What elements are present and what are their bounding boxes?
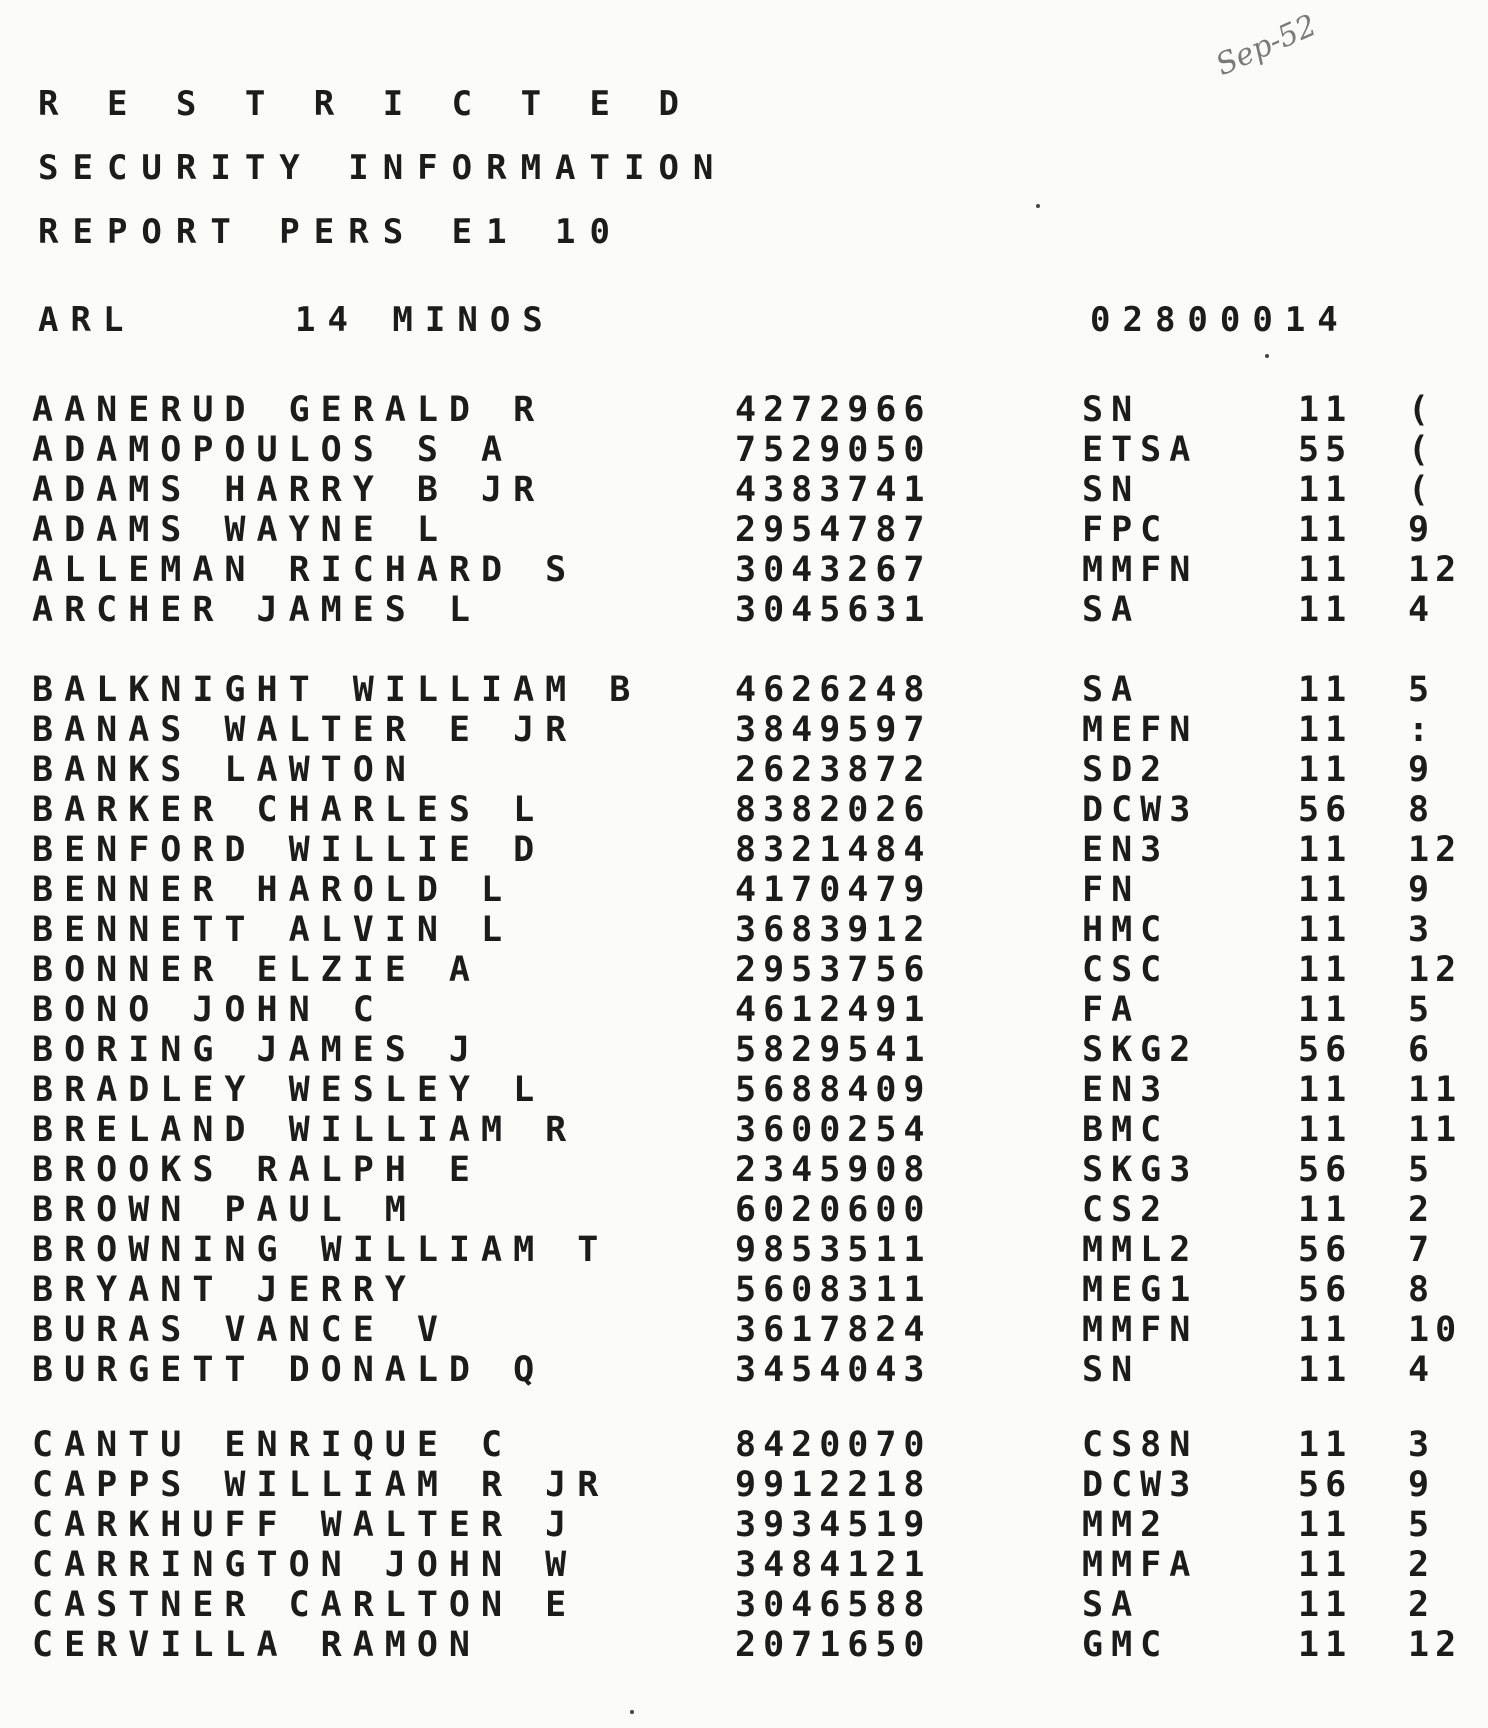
- roster-row: [0, 1625, 1488, 1665]
- unit-number: 02800014: [1090, 300, 1350, 340]
- roster-row: [0, 1425, 1488, 1465]
- rate-code: MMFN: [1082, 550, 1199, 590]
- roster-row: [0, 750, 1488, 790]
- service-number: 2345908: [735, 1150, 932, 1190]
- roster-row: [0, 1110, 1488, 1150]
- classification-heading: R E S T R I C T E D: [38, 84, 693, 124]
- truncated-column: 4: [1408, 1350, 1436, 1390]
- roster-name: BANAS WALTER E JR: [32, 710, 578, 750]
- truncated-column: 5: [1408, 1150, 1436, 1190]
- roster-name: ADAMS HARRY B JR: [32, 470, 546, 510]
- roster-row: [0, 1030, 1488, 1070]
- roster-row: [0, 670, 1488, 710]
- truncated-column: 9: [1408, 870, 1436, 910]
- truncated-column: 12: [1408, 1625, 1463, 1665]
- roster-name: BONNER ELZIE A: [32, 950, 482, 990]
- rate-code: HMC: [1082, 910, 1170, 950]
- service-number: 3617824: [735, 1310, 932, 1350]
- rate-code: MEFN: [1082, 710, 1199, 750]
- roster-name: BURAS VANCE V: [32, 1310, 449, 1350]
- status-code: 11: [1298, 910, 1353, 950]
- status-code: 55: [1298, 430, 1353, 470]
- service-number: 3046588: [735, 1585, 932, 1625]
- service-number: 2953756: [735, 950, 932, 990]
- status-code: 11: [1298, 870, 1353, 910]
- roster-row: [0, 1350, 1488, 1390]
- roster-row: [0, 1230, 1488, 1270]
- rate-code: SN: [1082, 470, 1141, 510]
- rate-code: SA: [1082, 670, 1141, 710]
- roster-name: CASTNER CARLTON E: [32, 1585, 578, 1625]
- roster-name: BURGETT DONALD Q: [32, 1350, 546, 1390]
- roster-row: [0, 430, 1488, 470]
- roster-name: CARKHUFF WALTER J: [32, 1505, 578, 1545]
- rate-code: MMFN: [1082, 1310, 1199, 1350]
- truncated-column: 2: [1408, 1190, 1436, 1230]
- service-number: 4272966: [735, 390, 932, 430]
- status-code: 11: [1298, 1545, 1353, 1585]
- truncated-column: 9: [1408, 510, 1436, 550]
- status-code: 56: [1298, 1030, 1353, 1070]
- service-number: 8420070: [735, 1425, 932, 1465]
- roster-row: [0, 1270, 1488, 1310]
- truncated-column: 8: [1408, 790, 1436, 830]
- truncated-column: (: [1408, 470, 1436, 510]
- roster-row: [0, 510, 1488, 550]
- truncated-column: 4: [1408, 590, 1436, 630]
- status-code: 56: [1298, 1270, 1353, 1310]
- truncated-column: 12: [1408, 830, 1463, 870]
- service-number: 7529050: [735, 430, 932, 470]
- roster-row: [0, 790, 1488, 830]
- rate-code: FPC: [1082, 510, 1170, 550]
- truncated-column: 2: [1408, 1585, 1436, 1625]
- status-code: 11: [1298, 1110, 1353, 1150]
- rate-code: MEG1: [1082, 1270, 1199, 1310]
- roster-name: BONO JOHN C: [32, 990, 385, 1030]
- roster-row: [0, 590, 1488, 630]
- service-number: 9853511: [735, 1230, 932, 1270]
- roster-name: BRYANT JERRY: [32, 1270, 417, 1310]
- status-code: 11: [1298, 710, 1353, 750]
- rate-code: MMFA: [1082, 1545, 1199, 1585]
- rate-code: EN3: [1082, 830, 1170, 870]
- status-code: 11: [1298, 470, 1353, 510]
- truncated-column: 9: [1408, 1465, 1436, 1505]
- service-number: 3045631: [735, 590, 932, 630]
- roster-name: ADAMOPOULOS S A: [32, 430, 514, 470]
- roster-name: BENFORD WILLIE D: [32, 830, 546, 870]
- truncated-column: 12: [1408, 950, 1463, 990]
- roster-name: ARCHER JAMES L: [32, 590, 482, 630]
- service-number: 8382026: [735, 790, 932, 830]
- service-number: 3484121: [735, 1545, 932, 1585]
- truncated-column: 6: [1408, 1030, 1436, 1070]
- service-number: 2954787: [735, 510, 932, 550]
- roster-row: [0, 870, 1488, 910]
- rate-code: SA: [1082, 1585, 1141, 1625]
- status-code: 11: [1298, 1585, 1353, 1625]
- truncated-column: 5: [1408, 1505, 1436, 1545]
- truncated-column: 5: [1408, 670, 1436, 710]
- roster-row: [0, 1310, 1488, 1350]
- status-code: 11: [1298, 1625, 1353, 1665]
- service-number: 2071650: [735, 1625, 932, 1665]
- truncated-column: 7: [1408, 1230, 1436, 1270]
- rate-code: CSC: [1082, 950, 1170, 990]
- rate-code: SN: [1082, 390, 1141, 430]
- service-number: 3934519: [735, 1505, 932, 1545]
- rate-code: MM2: [1082, 1505, 1170, 1545]
- status-code: 11: [1298, 1070, 1353, 1110]
- status-code: 56: [1298, 1230, 1353, 1270]
- roster-row: [0, 1505, 1488, 1545]
- service-number: 4626248: [735, 670, 932, 710]
- service-number: 5608311: [735, 1270, 932, 1310]
- roster-row: [0, 1465, 1488, 1505]
- roster-row: [0, 710, 1488, 750]
- service-number: 4612491: [735, 990, 932, 1030]
- roster-row: [0, 990, 1488, 1030]
- roster-name: ADAMS WAYNE L: [32, 510, 449, 550]
- roster-row: [0, 1190, 1488, 1230]
- roster-name: BENNER HAROLD L: [32, 870, 514, 910]
- paper-speck: [630, 1710, 634, 1714]
- truncated-column: 11: [1408, 1110, 1463, 1150]
- truncated-column: (: [1408, 390, 1436, 430]
- service-number: 2623872: [735, 750, 932, 790]
- roster-row: [0, 470, 1488, 510]
- truncated-column: 12: [1408, 550, 1463, 590]
- roster-name: CARRINGTON JOHN W: [32, 1545, 578, 1585]
- service-number: 3600254: [735, 1110, 932, 1150]
- rate-code: SA: [1082, 590, 1141, 630]
- truncated-column: 9: [1408, 750, 1436, 790]
- status-code: 11: [1298, 390, 1353, 430]
- status-code: 56: [1298, 1150, 1353, 1190]
- service-number: 9912218: [735, 1465, 932, 1505]
- unit-code: ARL: [38, 300, 136, 340]
- status-code: 11: [1298, 1425, 1353, 1465]
- rate-code: GMC: [1082, 1625, 1170, 1665]
- roster-name: CERVILLA RAMON: [32, 1625, 482, 1665]
- truncated-column: :: [1408, 710, 1436, 750]
- truncated-column: 2: [1408, 1545, 1436, 1585]
- roster-name: BARKER CHARLES L: [32, 790, 546, 830]
- report-heading: REPORT PERS E1 10: [38, 212, 624, 252]
- roster-name: BENNETT ALVIN L: [32, 910, 514, 950]
- status-code: 11: [1298, 590, 1353, 630]
- roster-row: [0, 1545, 1488, 1585]
- rate-code: DCW3: [1082, 1465, 1199, 1505]
- roster-name: BROWNING WILLIAM T: [32, 1230, 610, 1270]
- roster-name: CAPPS WILLIAM R JR: [32, 1465, 610, 1505]
- service-number: 4383741: [735, 470, 932, 510]
- security-heading: SECURITY INFORMATION: [38, 148, 728, 188]
- truncated-column: 3: [1408, 910, 1436, 950]
- status-code: 11: [1298, 830, 1353, 870]
- roster-row: [0, 910, 1488, 950]
- service-number: 3849597: [735, 710, 932, 750]
- status-code: 11: [1298, 1350, 1353, 1390]
- roster-row: [0, 1150, 1488, 1190]
- status-code: 11: [1298, 550, 1353, 590]
- roster-row: [0, 1585, 1488, 1625]
- status-code: 11: [1298, 510, 1353, 550]
- rate-code: FN: [1082, 870, 1141, 910]
- status-code: 11: [1298, 1310, 1353, 1350]
- roster-name: ALLEMAN RICHARD S: [32, 550, 578, 590]
- rate-code: EN3: [1082, 1070, 1170, 1110]
- roster-row: [0, 830, 1488, 870]
- truncated-column: 11: [1408, 1070, 1463, 1110]
- unit-row: [0, 300, 1488, 340]
- rate-code: DCW3: [1082, 790, 1199, 830]
- service-number: 5829541: [735, 1030, 932, 1070]
- service-number: 4170479: [735, 870, 932, 910]
- roster-name: BANKS LAWTON: [32, 750, 417, 790]
- service-number: 8321484: [735, 830, 932, 870]
- service-number: 3683912: [735, 910, 932, 950]
- roster-row: [0, 550, 1488, 590]
- truncated-column: (: [1408, 430, 1436, 470]
- roster-name: BROOKS RALPH E: [32, 1150, 482, 1190]
- rate-code: SN: [1082, 1350, 1141, 1390]
- unit-name: 14 MINOS: [295, 300, 555, 340]
- roster-name: BORING JAMES J: [32, 1030, 482, 1070]
- roster-name: CANTU ENRIQUE C: [32, 1425, 514, 1465]
- paper-speck: [1265, 354, 1269, 358]
- service-number: 6020600: [735, 1190, 932, 1230]
- rate-code: FA: [1082, 990, 1141, 1030]
- truncated-column: 5: [1408, 990, 1436, 1030]
- handwritten-date-note: Sep-52: [1210, 7, 1322, 83]
- status-code: 11: [1298, 1190, 1353, 1230]
- paper-speck: [1036, 204, 1040, 208]
- rate-code: SKG2: [1082, 1030, 1199, 1070]
- status-code: 11: [1298, 950, 1353, 990]
- roster-name: BALKNIGHT WILLIAM B: [32, 670, 642, 710]
- truncated-column: 10: [1408, 1310, 1463, 1350]
- truncated-column: 8: [1408, 1270, 1436, 1310]
- roster-name: AANERUD GERALD R: [32, 390, 546, 430]
- rate-code: ETSA: [1082, 430, 1199, 470]
- status-code: 56: [1298, 1465, 1353, 1505]
- roster-row: [0, 950, 1488, 990]
- rate-code: SKG3: [1082, 1150, 1199, 1190]
- status-code: 11: [1298, 750, 1353, 790]
- rate-code: CS2: [1082, 1190, 1170, 1230]
- truncated-column: 3: [1408, 1425, 1436, 1465]
- roster-name: BROWN PAUL M: [32, 1190, 417, 1230]
- roster-row: [0, 1070, 1488, 1110]
- rate-code: SD2: [1082, 750, 1170, 790]
- roster-name: BRADLEY WESLEY L: [32, 1070, 546, 1110]
- rate-code: CS8N: [1082, 1425, 1199, 1465]
- service-number: 5688409: [735, 1070, 932, 1110]
- status-code: 11: [1298, 1505, 1353, 1545]
- status-code: 11: [1298, 990, 1353, 1030]
- rate-code: MML2: [1082, 1230, 1199, 1270]
- service-number: 3454043: [735, 1350, 932, 1390]
- status-code: 11: [1298, 670, 1353, 710]
- rate-code: BMC: [1082, 1110, 1170, 1150]
- status-code: 56: [1298, 790, 1353, 830]
- roster-name: BRELAND WILLIAM R: [32, 1110, 578, 1150]
- service-number: 3043267: [735, 550, 932, 590]
- roster-row: [0, 390, 1488, 430]
